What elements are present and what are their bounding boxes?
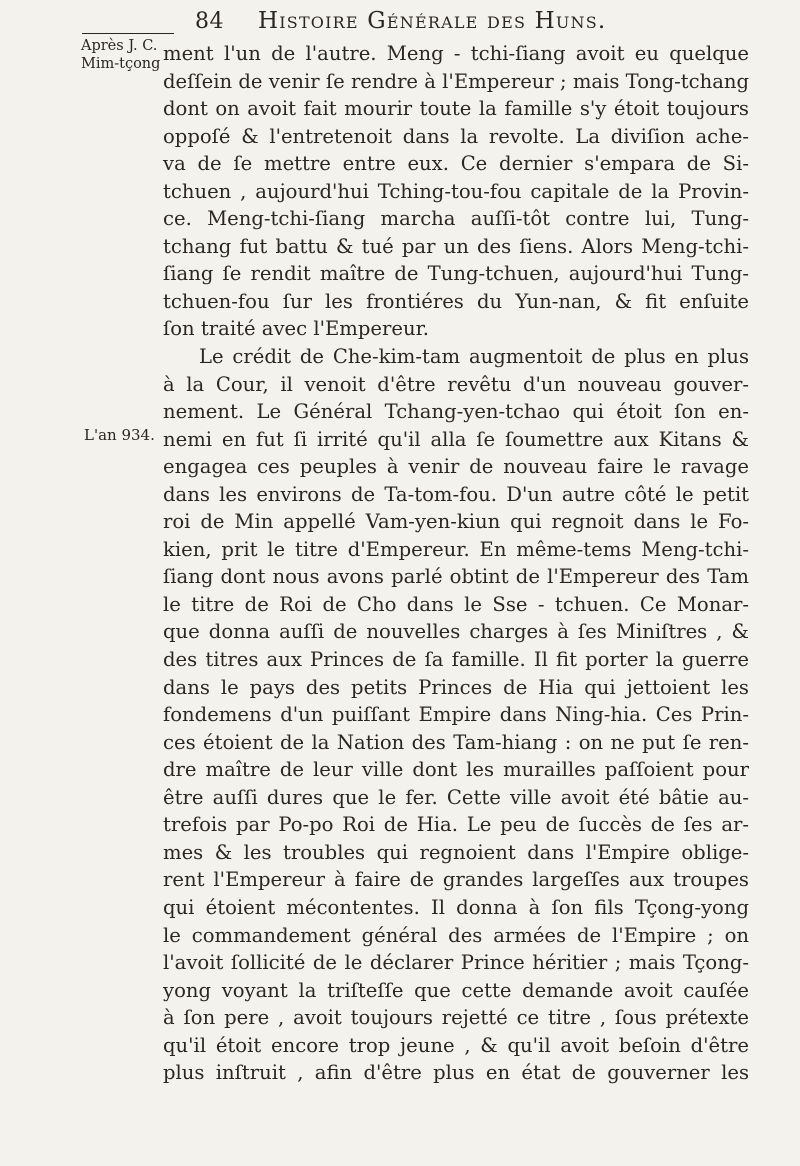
page-header — [195, 8, 665, 40]
text-line: mes & les troubles qui regnoient dans l'Empire oblige- — [163, 840, 749, 864]
text-line: ſon traité avec l'Empereur. — [163, 317, 430, 341]
text-line: yong voyant la triſteſſe que cette demande avoit cauſée — [163, 978, 749, 1002]
text-line: va de ſe mettre entre eux. Ce dernier s'empara de Si- — [163, 152, 749, 176]
text-line: ſiang ſe rendit maître de Tung-tchuen, aujourd'hui Tung- — [163, 262, 749, 286]
text-line: rent l'Empereur à faire de grandes largeſſes aux troupes — [163, 868, 749, 892]
text-line: tchuen , aujourd'hui Tching-tou-fou capitale de la Provin- — [163, 179, 749, 203]
text-line: nemi en fut ſi irrité qu'il alla ſe ſoumettre aux Kitans & — [163, 427, 749, 451]
text-line: le commandement général des armées de l'Empire ; on — [163, 923, 749, 947]
text-line: oppoſé & l'entretenoit dans la revolte. La diviſion ache- — [163, 124, 749, 148]
text-line: que donna auſſi de nouvelles charges à ſes Miniſtres , & — [163, 620, 749, 644]
margin-note-line: Mim-tçong — [81, 56, 161, 72]
page-number: 84 — [195, 9, 224, 34]
text-line: qu'il étoit encore trop jeune , & qu'il avoit beſoin d'être — [163, 1033, 749, 1057]
text-line: kien, prit le titre d'Empereur. En même-tems Meng-tchi- — [163, 537, 749, 561]
text-line: être auſſi dures que le fer. Cette ville avoit été bâtie au- — [163, 785, 749, 809]
text-line: des titres aux Princes de ſa famille. Il fit porter la guerre — [163, 648, 749, 672]
running-title: Histoire Générale des Huns. — [258, 8, 607, 34]
text-line: à ſon pere , avoit toujours rejetté ce titre , ſous prétexte — [163, 1006, 749, 1030]
text-line: roi de Min appellé Vam-yen-kiun qui regnoit dans le Fo- — [163, 510, 749, 534]
margin-note-line: Après J. C. — [81, 38, 158, 54]
margin-note-line: L'an 934. — [84, 426, 155, 444]
text-line: dre maître de leur ville dont les murailles paſſoient pour — [163, 758, 749, 782]
text-line: trefois par Po-po Roi de Hia. Le peu de ſuccès de ſes ar- — [163, 813, 749, 837]
text-line: tchang fut battu & tué par un des ſiens. Alors Meng-tchi- — [163, 234, 749, 258]
text-line: Le crédit de Che-kim-tam augmentoit de plus en plus — [199, 345, 749, 369]
text-line: plus inſtruit , afin d'être plus en état de gouverner les — [163, 1061, 749, 1085]
text-line: tchuen-fou ſur les frontiéres du Yun-nan, & fit enſuite — [163, 289, 749, 313]
text-line: nement. Le Général Tchang-yen-tchao qui étoit ſon en- — [163, 400, 749, 424]
text-line: ſiang dont nous avons parlé obtint de l'Empereur des Tam — [163, 565, 749, 589]
margin-note-date — [81, 37, 173, 73]
text-line: ce. Meng-tchi-ſiang marcha auſſi-tôt contre lui, Tung- — [163, 207, 749, 231]
text-line: l'avoit ſollicité de le déclarer Prince héritier ; mais Tçong- — [163, 951, 749, 975]
text-line: ces étoient de la Nation des Tam-hiang : on ne put ſe ren- — [163, 730, 749, 754]
text-line: dans les environs de Ta-tom-fou. D'un autre côté le petit — [163, 482, 749, 506]
text-line: à la Cour, il venoit d'être revêtu d'un nouveau gouver- — [163, 372, 749, 396]
margin-rule — [82, 33, 174, 34]
text-line: deſſein de venir ſe rendre à l'Empereur ; mais Tong-tchang — [163, 69, 750, 93]
body-text — [163, 40, 749, 1087]
text-line: dont on avoit fait mourir toute la famille s'y étoit toujours — [163, 97, 749, 121]
text-line: qui étoient mécontentes. Il donna à ſon fils Tçong-yong — [163, 895, 749, 919]
text-line: le titre de Roi de Cho dans le Sse - tchuen. Ce Monar- — [163, 592, 749, 616]
text-line: dans le pays des petits Princes de Hia qui jettoient les — [163, 675, 749, 699]
text-line: engagea ces peuples à venir de nouveau faire le ravage — [163, 455, 749, 479]
text-line: fondemens d'un puiſſant Empire dans Ning-hia. Ces Prin- — [163, 703, 749, 727]
text-line: ment l'un de l'autre. Meng - tchi-ſiang avoit eu quelque — [163, 42, 749, 65]
